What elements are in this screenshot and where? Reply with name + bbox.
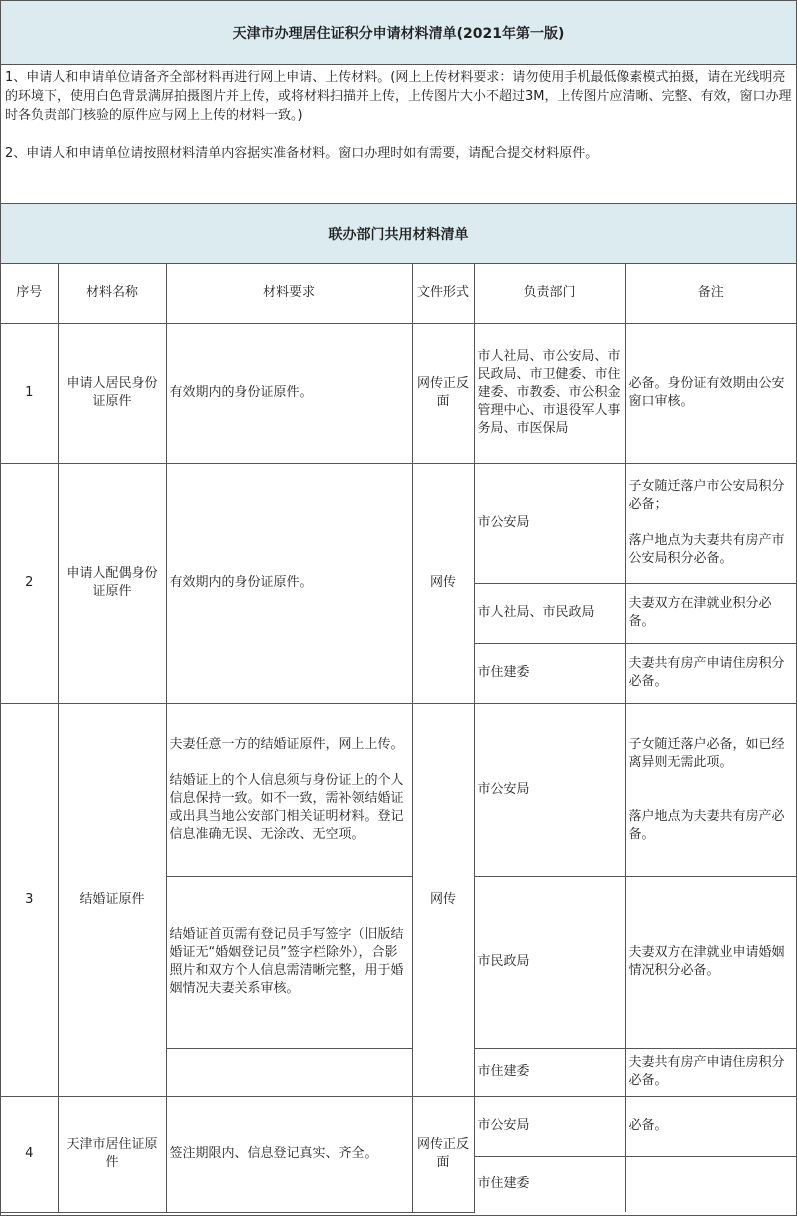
department: 市人社局、市公安局、市民政局、市卫健委、市住建委、市教委、市公积金管理中心、市退役军人事务局、市医保局 — [474, 323, 625, 463]
row-seq: 1 — [1, 323, 58, 463]
department: 市公安局 — [474, 463, 625, 583]
department: 市人社局、市民政局 — [474, 583, 625, 643]
department: 市住建委 — [474, 1156, 625, 1212]
remark: 夫妻共有房产申请住房积分必备。 — [625, 1048, 796, 1096]
header-requirement: 材料要求 — [166, 264, 412, 323]
file-form: 网传 — [412, 703, 474, 1096]
table-header-row — [1, 264, 796, 323]
remark-line: 落户地点为夫妻共有房产必备。 — [628, 808, 785, 842]
material-name: 申请人居民身份证原件 — [58, 323, 166, 463]
row-seq: 3 — [1, 703, 58, 1096]
remark-line: 子女随迁落户必备，如已经离异则无需此项。 — [628, 736, 785, 770]
file-form: 网传 — [412, 463, 474, 703]
instruction-2: 2、申请人和申请单位请按照材料清单内容据实准备材料。窗口办理时如有需要，请配合提交材料原件。 — [5, 146, 599, 161]
department: 市住建委 — [474, 1048, 625, 1096]
row-seq: 4 — [1, 1096, 58, 1212]
instruction-1: 1、申请人和申请单位请备齐全部材料再进行网上申请、上传材料。(网上上传材料要求：请勿使用手机最低像素模式拍摄，请在光线明亮的环境下，使用白色背景满屏拍摄图片并上传，或将材料扫描并上传，上传图片大小不超过3M，上传图片应清晰、完整、有效，窗口办理时各负责部门核验的原件应与网上上传的材料一致。) — [5, 70, 792, 123]
header-remark: 备注 — [625, 264, 796, 323]
remark: 必备。 — [625, 1096, 796, 1156]
file-form: 网传正反面 — [412, 323, 474, 463]
table-row — [1, 323, 796, 463]
header-seq: 序号 — [1, 264, 58, 323]
instructions — [1, 65, 796, 204]
remark — [625, 703, 796, 876]
remark-line: 子女随迁落户市公安局积分必备； — [628, 479, 785, 512]
header-name: 材料名称 — [58, 264, 166, 323]
requirement-line: 夫妻任意一方的结婚证原件，网上上传。 — [169, 736, 404, 752]
material-requirement: 签注期限内、信息登记真实、齐全。 — [166, 1096, 412, 1212]
material-requirement: 有效期内的身份证原件。 — [166, 463, 412, 703]
department: 市公安局 — [474, 703, 625, 876]
material-name: 申请人配偶身份证原件 — [58, 463, 166, 703]
materials-table — [1, 264, 796, 1213]
department: 市民政局 — [474, 876, 625, 1048]
row-seq: 2 — [1, 463, 58, 703]
header-department: 负责部门 — [474, 264, 625, 323]
remark — [625, 1156, 796, 1212]
table-row — [1, 703, 796, 876]
material-name: 天津市居住证原件 — [58, 1096, 166, 1212]
material-requirement-empty — [166, 1048, 412, 1096]
header-file-form: 文件形式 — [412, 264, 474, 323]
remark-line: 落户地点为夫妻共有房产市公安局积分必备。 — [628, 533, 785, 566]
remark: 夫妻共有房产申请住房积分必备。 — [625, 643, 796, 703]
requirement-line: 结婚证上的个人信息须与身份证上的个人信息保持一致。如不一致，需补领结婚证或出具当地公安部门相关证明材料。登记信息准确无误、无涂改、无空项。 — [169, 772, 404, 842]
department: 市住建委 — [474, 643, 625, 703]
table-row — [1, 1096, 796, 1156]
material-requirement: 有效期内的身份证原件。 — [166, 323, 412, 463]
document-title: 天津市办理居住证积分申请材料清单(2021年第一版) — [1, 1, 796, 65]
department: 市公安局 — [474, 1096, 625, 1156]
remark — [625, 463, 796, 583]
table-row — [1, 463, 796, 583]
remark: 夫妻双方在津就业申请婚姻情况积分必备。 — [625, 876, 796, 1048]
file-form: 网传正反面 — [412, 1096, 474, 1212]
remark: 夫妻双方在津就业积分必备。 — [625, 583, 796, 643]
section-title: 联办部门共用材料清单 — [1, 204, 796, 264]
material-requirement: 结婚证首页需有登记员手写签字（旧版结婚证无“婚姻登记员”签字栏除外），合影照片和双方个人信息需清晰完整，用于婚姻情况夫妻关系审核。 — [166, 876, 412, 1048]
material-name: 结婚证原件 — [58, 703, 166, 1096]
material-requirement — [166, 703, 412, 876]
remark: 必备。身份证有效期由公安窗口审核。 — [625, 323, 796, 463]
